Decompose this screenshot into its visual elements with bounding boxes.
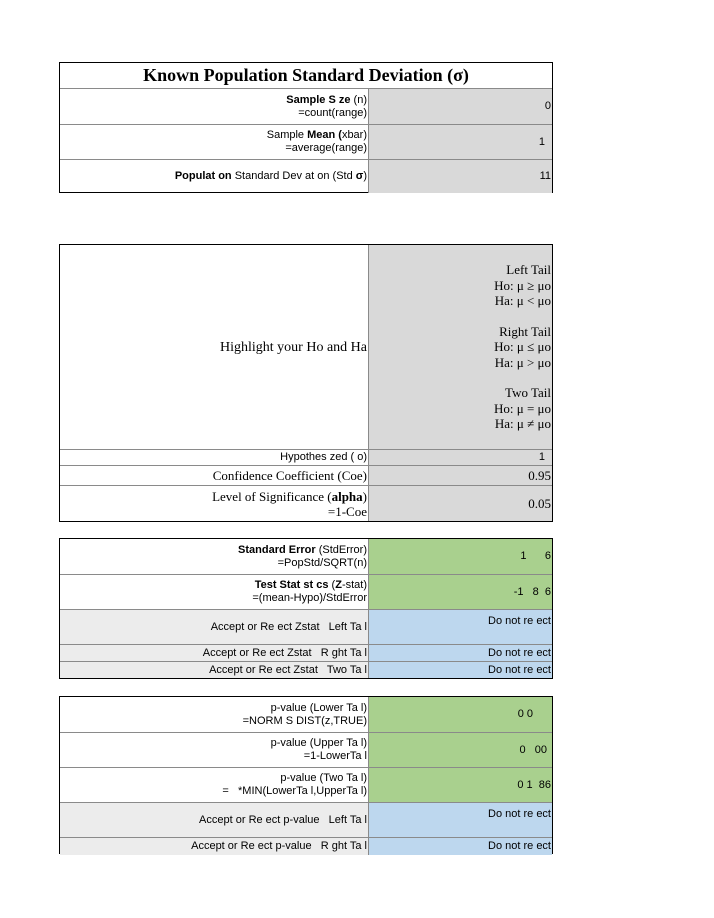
right-tail-name: Right Tail (499, 323, 551, 339)
pvalue-lower-row (60, 697, 552, 732)
accept-z-right-label: Accept or Re ect Zstat R ght Ta l (60, 645, 369, 661)
hypothesis-table (59, 244, 553, 522)
hypothesis-options[interactable] (369, 245, 552, 449)
pvalue-lower-label: p-value (Lower Ta l) =NORM S DIST(z,TRUE) (60, 697, 369, 732)
pvalue-upper-row (60, 732, 552, 767)
two-tail-ha: Ha: μ ≠ μo (494, 416, 551, 432)
pvalue-two-row (60, 767, 552, 802)
zstat-cell: -1 8 6 (369, 575, 552, 609)
right-tail-ha: Ha: μ > μo (494, 354, 551, 370)
accept-z-left-cell: Do not re ect (369, 610, 552, 644)
right-tail-ho: Ho: μ ≤ μo (494, 339, 551, 355)
accept-p-right-cell: Do not re ect (369, 838, 552, 855)
highlight-label: Highlight your Ho and Ha (60, 245, 369, 449)
pvalue-table (59, 696, 553, 854)
pvalue-two-label: p-value (Two Ta l) = *MIN(LowerTa l,UpperTa l) (60, 768, 369, 802)
pop-std-row (60, 159, 552, 193)
accept-p-right-label: Accept or Re ect p-value R ght Ta l (60, 838, 369, 855)
zstat-table (59, 538, 553, 679)
pop-std-cell[interactable]: 11 (369, 160, 552, 193)
accept-p-left-label: Accept or Re ect p-value Left Ta l (60, 803, 369, 837)
highlight-row (60, 245, 552, 449)
left-tail-ho: Ho: μ ≥ μo (494, 277, 551, 293)
accept-z-right-cell: Do not re ect (369, 645, 552, 661)
zstat-row (60, 574, 552, 609)
hypothesized-row (60, 449, 552, 465)
accept-p-left-cell: Do not re ect (369, 803, 552, 837)
stderr-cell: 1 6 (369, 539, 552, 574)
left-tail-ha: Ha: μ < μo (494, 293, 551, 309)
alpha-cell[interactable]: 0.05 (369, 486, 552, 521)
accept-z-two-cell: Do not re ect (369, 662, 552, 678)
sample-size-row (60, 89, 552, 124)
pvalue-upper-cell: 0 00 (369, 733, 552, 767)
hypothesized-label: Hypothes zed ( o) (60, 450, 369, 465)
pvalue-two-cell: 0 1 86 (369, 768, 552, 802)
two-tail-ho: Ho: μ = μo (493, 400, 551, 416)
zstat-label: Test Stat st cs (Z-stat) =(mean-Hypo)/StdError (60, 575, 369, 609)
sample-size-label: Sample S ze (n) =count(range) (60, 89, 369, 124)
sample-mean-cell[interactable]: 1 (369, 125, 552, 159)
coe-cell[interactable]: 0.95 (369, 466, 552, 485)
accept-p-right-row (60, 837, 552, 855)
accept-p-left-row (60, 802, 552, 837)
pvalue-upper-label: p-value (Upper Ta l) =1-LowerTa l (60, 733, 369, 767)
stderr-label: Standard Error (StdError) =PopStd/SQRT(n) (60, 539, 369, 574)
sample-size-cell[interactable]: 0 (369, 89, 552, 124)
accept-z-right-row (60, 644, 552, 661)
pop-std-label: Populat on Standard Dev at on (Std σ) (60, 160, 369, 193)
sample-mean-row (60, 124, 552, 159)
two-tail-name: Two Tail (505, 385, 551, 401)
hypothesized-cell[interactable]: 1 (369, 450, 552, 465)
accept-z-left-row (60, 609, 552, 644)
alpha-label: Level of Significance (alpha) =1-Coe (60, 486, 369, 521)
pvalue-lower-cell: 0 0 (369, 697, 552, 732)
accept-z-two-label: Accept or Re ect Zstat Two Ta l (60, 662, 369, 678)
accept-z-two-row (60, 661, 552, 678)
alpha-row (60, 485, 552, 521)
sample-mean-label: Sample Mean (xbar) =average(range) (60, 125, 369, 159)
coe-label: Confidence Coefficient (Coe) (60, 466, 369, 485)
table-title: Known Population Standard Deviation (σ) (60, 63, 552, 89)
accept-z-left-label: Accept or Re ect Zstat Left Ta l (60, 610, 369, 644)
coe-row (60, 465, 552, 485)
known-sigma-table (59, 62, 553, 193)
stderr-row (60, 539, 552, 574)
left-tail-name: Left Tail (506, 262, 551, 278)
